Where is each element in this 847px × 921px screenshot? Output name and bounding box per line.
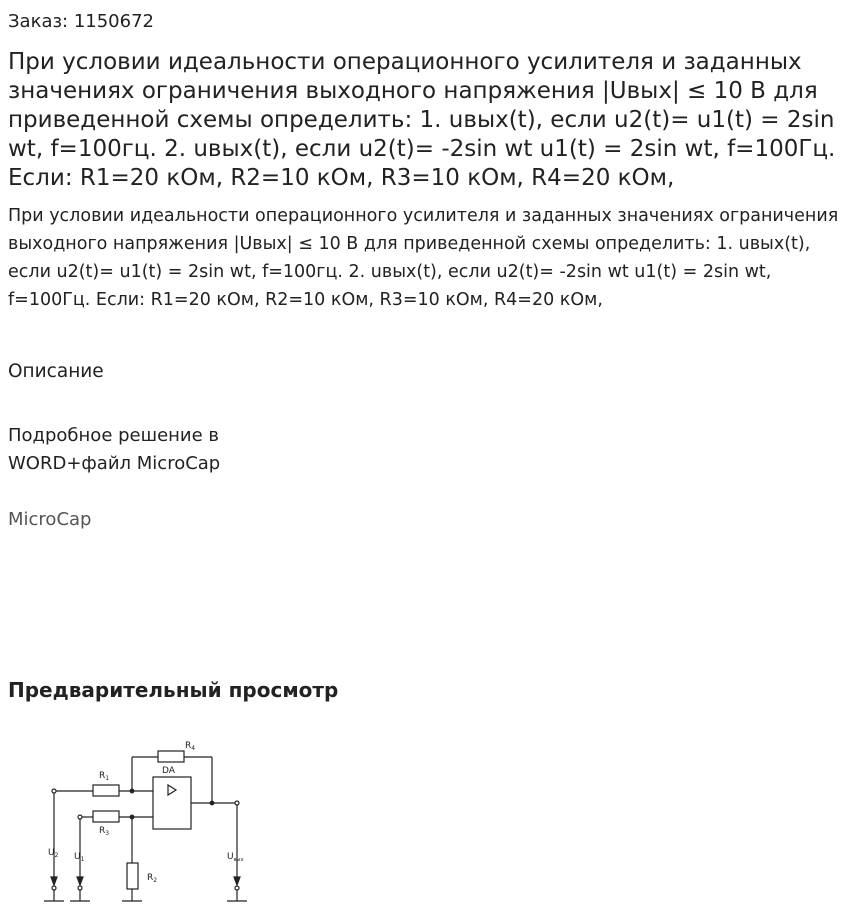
resistor-r4 <box>158 751 184 762</box>
order-number: Заказ: 1150672 <box>8 11 154 32</box>
label-u2: $U_2$ <box>48 848 59 859</box>
preview-image <box>34 735 264 915</box>
terminal <box>235 886 239 890</box>
label-uout: $U_{вых}$ <box>227 852 244 863</box>
opamp-da <box>153 777 191 829</box>
terminal <box>52 886 56 890</box>
solution-text: Подробное решение в WORD+файл MicroCap <box>8 425 221 474</box>
arrow-icon <box>77 877 83 885</box>
problem-description: При условии идеальности операционного усилителя и заданных значениях ограничения выходного напряжения |Uвых| ≤ 10 В для приведенной схемы определить: 1. uвых(t), если u2(t)= u1(t) = 2sin wt, f=100гц. 2. uвых(t), если u2(t)= -2sin wt u1(t) = 2sin wt, f=100Гц. Если: R1=20 кОм, R2=10 кОм, R3=10 кОм, R4=20 кОм, <box>8 206 839 310</box>
resistor-r3 <box>93 811 119 822</box>
circuit-schematic <box>34 735 264 915</box>
arrow-icon <box>234 877 240 885</box>
arrow-icon <box>51 877 57 885</box>
preview-heading: Предварительный просмотр <box>8 678 339 702</box>
label-r4: $R_4$ <box>185 741 196 752</box>
label-r1: $R_1$ <box>99 771 110 782</box>
resistor-r2 <box>127 863 138 889</box>
junction-dot <box>210 801 214 805</box>
terminal <box>78 886 82 890</box>
label-da: DA <box>162 766 175 776</box>
label-r3: $R_3$ <box>99 826 110 837</box>
input-terminal-u1 <box>78 815 82 819</box>
resistor-r1 <box>93 785 119 796</box>
output-terminal <box>235 801 239 805</box>
description-heading: Описание <box>8 361 104 382</box>
page-title: При условии идеальности операционного усилителя и заданных значениях ограничения выходного напряжения |Uвых| ≤ 10 В для приведенной схемы определить: 1. uвых(t), если u2(t)= u1(t) = 2sin wt, f=100гц. 2. uвых(t), если u2(t)= -2sin wt u1(t) = 2sin wt, f=100Гц. Если: R1=20 кОм, R2=10 кОм, R3=10 кОм, R4=20 кОм, <box>8 49 836 191</box>
label-r2: $R_2$ <box>147 873 158 884</box>
opamp-triangle-icon <box>168 785 176 795</box>
input-terminal-u2 <box>52 789 56 793</box>
label-u1: $U_1$ <box>74 852 85 863</box>
software-tag[interactable]: MicroCap <box>8 509 92 530</box>
junction-dot <box>130 789 134 793</box>
